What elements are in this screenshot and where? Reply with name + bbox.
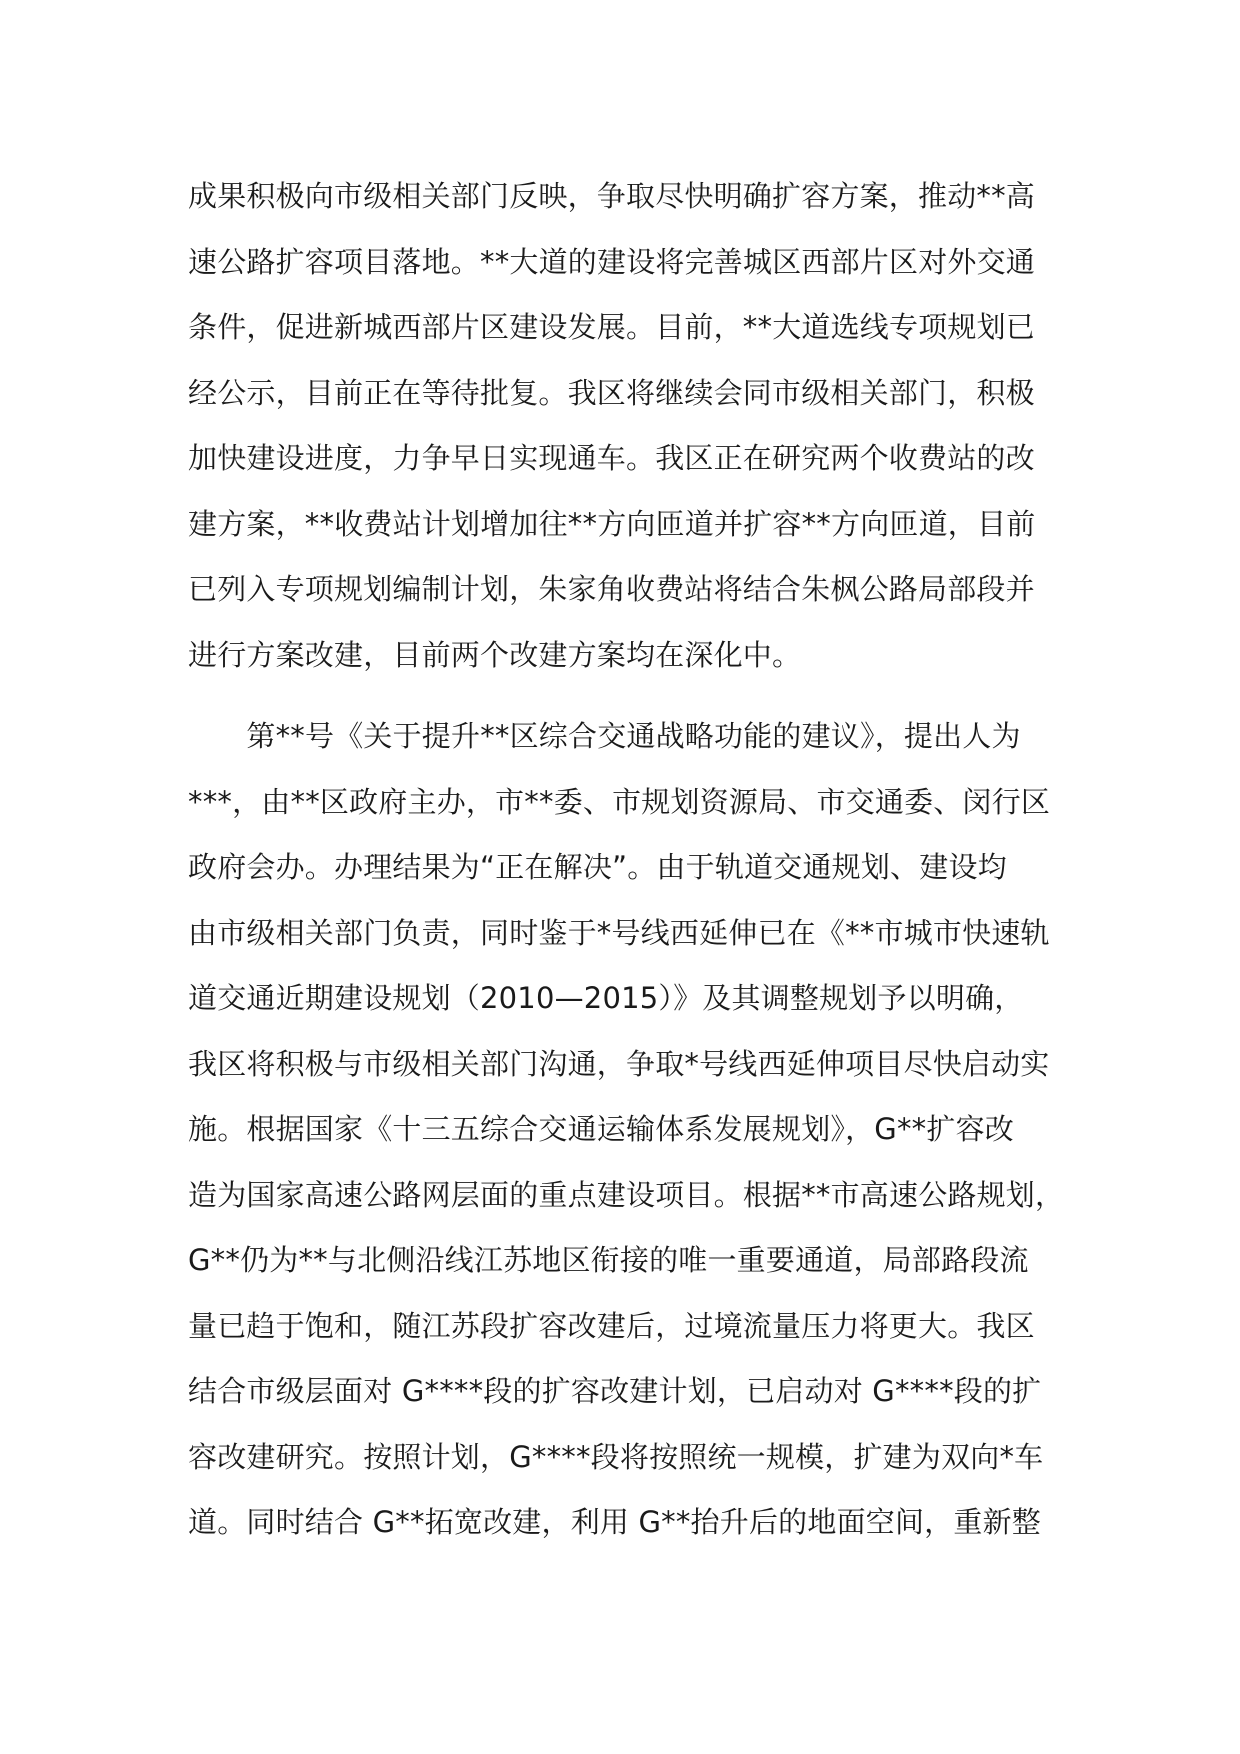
paragraph-line: ***，由**区政府主办，市**委、市规划资源局、市交通委、闵行区	[188, 784, 1051, 819]
paragraph-line: 造为国家高速公路网层面的重点建设项目。根据**市高速公路规划，	[188, 1177, 1065, 1212]
paragraph-line: 已列入专项规划编制计划，朱家角收费站将结合朱枫公路局部段并	[188, 572, 1035, 606]
paragraph-line: 经公示，目前正在等待批复。我区将继续会同市级相关部门，积极	[188, 375, 1035, 410]
paragraph-line: 建方案，**收费站计划增加往**方向匝道并扩容**方向匝道，目前	[188, 506, 1036, 541]
paragraph-line: 量已趋于饱和，随江苏段扩容改建后，过境流量压力将更大。我区	[188, 1308, 1035, 1343]
paragraph-line: 结合市级层面对 G****段的扩容改建计划，已启动对 G****段的扩	[188, 1374, 1042, 1408]
paragraph-line: 我区将积极与市级相关部门沟通，争取*号线西延伸项目尽快启动实	[188, 1046, 1050, 1081]
paragraph-line: 速公路扩容项目落地。**大道的建设将完善城区西部片区对外交通	[188, 244, 1036, 279]
paragraph-line: 道。同时结合 G**拓宽改建，利用 G**抬升后的地面空间，重新整	[188, 1505, 1041, 1539]
paragraph-line: 第**号《关于提升**区综合交通战略功能的建议》，提出人为	[188, 719, 1021, 753]
paragraph-line: 道交通近期建设规划（2010—2015）》及其调整规划予以明确，	[188, 981, 1024, 1015]
paragraph-line: 施。根据国家《十三五综合交通运输体系发展规划》，G**扩容改	[188, 1112, 1014, 1146]
paragraph-line: 条件，促进新城西部片区建设发展。目前，**大道选线专项规划已	[188, 310, 1036, 344]
paragraph-line: 由市级相关部门负责，同时鉴于*号线西延伸已在《**市城市快速轨	[188, 915, 1050, 950]
paragraph-line: 进行方案改建，目前两个改建方案均在深化中。	[188, 637, 802, 672]
paragraph-line: 加快建设进度，力争早日实现通车。我区正在研究两个收费站的改	[188, 441, 1035, 475]
paragraph-line: 容改建研究。按照计划，G****段将按照统一规模，扩建为双向*车	[188, 1439, 1044, 1474]
paragraph-line: 成果积极向市级相关部门反映，争取尽快明确扩容方案，推动**高	[188, 179, 1036, 213]
paragraph-2	[188, 704, 1068, 1556]
paragraph-1	[188, 164, 1068, 688]
paragraph-line: G**仍为**与北侧沿线江苏地区衔接的唯一重要通道，局部路段流	[188, 1243, 1029, 1277]
paragraph-line: 政府会办。办理结果为“正在解决”。由于轨道交通规划、建设均	[188, 850, 1007, 884]
